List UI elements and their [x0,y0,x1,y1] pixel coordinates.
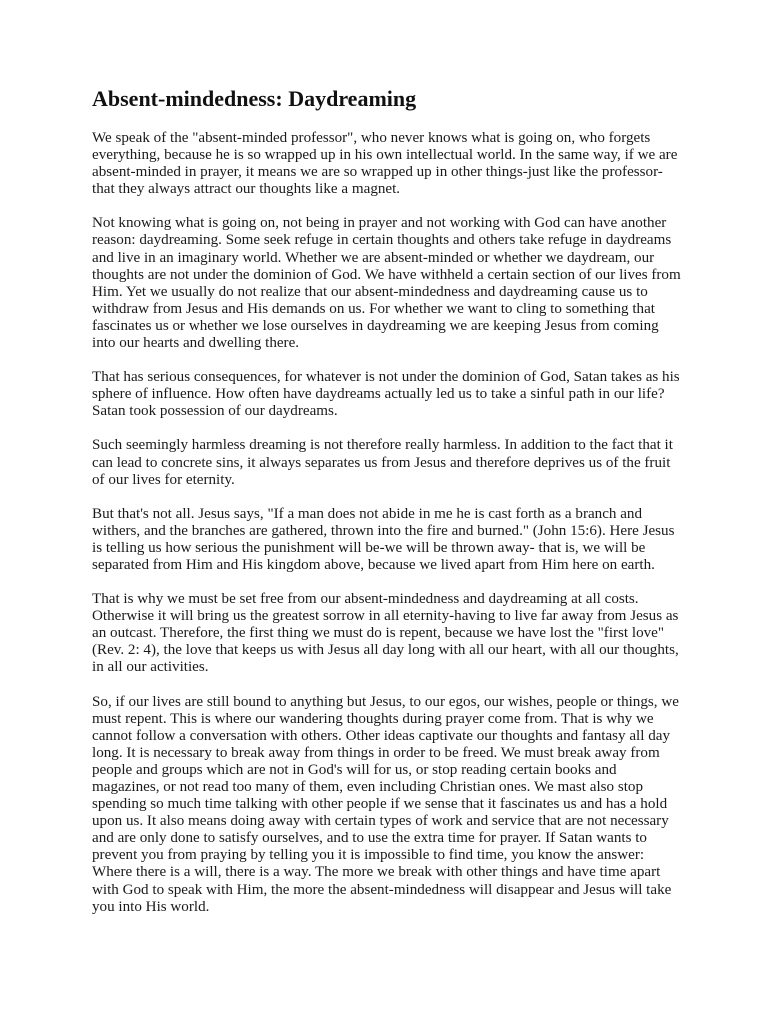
paragraph-john-15-6: But that's not all. Jesus says, "If a man does not abide in me he is cast forth as a branch and withers, and the branches are gathered, thrown into the fire and burned." (John 15:6). Here Jesus is telling us how serious the punishment will be-we will be thrown away- that is, we will be separated from Him and His kingdom above, because we lived apart from Him here on earth. [92,505,675,573]
document-page [92,84,684,933]
paragraph-absent-minded-professor: We speak of the "absent-minded professor", who never knows what is going on, who forgets everything, because he is so wrapped up in his own intellectual world. In the same way, if we are absent-minded in prayer, it means we are so wrapped up in other things-just like the professor-that they always attract our thoughts like a magnet. [92,130,678,198]
paragraph-repent: So, if our lives are still bound to anything but Jesus, to our egos, our wishes, people or things, we must repent. This is where our wandering thoughts during prayer come from. That is why we cannot follow a conversation with others. Other ideas captivate our thoughts and fantasy all day long. It is necessary to break away from things in order to be freed. We must break away from people and groups which are not in God's will for us, or stop reading certain books and magazines, or not read too many of them, even including Christian ones. We mast also stop spending so much time talking with other people if we sense that it fascinates us and has a hold upon us. It also means doing away with certain types of work and service that are not necessary and are only done to satisfy ourselves, and to use the extra time for prayer. If Satan wants to prevent you from praying by telling you it is impossible to find time, you know the answer: Where there is a will, there is a way. The more we break with other things and have time apart with God to speak with Him, the more the absent-mindedness will disappear and Jesus will take you into His world. [92,693,679,915]
paragraph-daydreaming: Not knowing what is going on, not being in prayer and not working with God can have another reason: daydreaming. Some seek refuge in certain thoughts and others take refuge in daydreams and live in an imaginary world. Whether we are absent-minded or whether we daydream, our thoughts are not under the dominion of God. We have withheld a certain section of our lives from Him. Yet we usually do not realize that our absent-mindedness and daydreaming cause us to withdraw from Jesus and His demands on us. For whether we want to cling to something that fascinates us or whether we lose ourselves in daydreaming we are keeping Jesus from coming into our hearts and dwelling there. [92,215,681,352]
paragraph-set-free: That is why we must be set free from our absent-mindedness and daydreaming at all costs. Otherwise it will bring us the greatest sorrow in all eternity-having to live far away from Jesus as an outcast. Therefore, the first thing we must do is repent, because we have lost the "first love" (Rev. 2: 4), the love that keeps us with Jesus all day long with all our heart, with all our thoughts, in all our activities. [92,591,679,676]
paragraph-serious-consequences: That has serious consequences, for whatever is not under the dominion of God, Satan takes as his sphere of influence. How often have daydreams actually led us to take a sinful path in our life? Satan took possession of our daydreams. [92,369,680,420]
paragraph-harmless-dreaming: Such seemingly harmless dreaming is not therefore really harmless. In addition to the fact that it can lead to concrete sins, it always separates us from Jesus and therefore deprives us of the fruit of our lives for eternity. [92,437,673,488]
page-title: Absent-mindedness: Daydreaming [92,86,417,111]
